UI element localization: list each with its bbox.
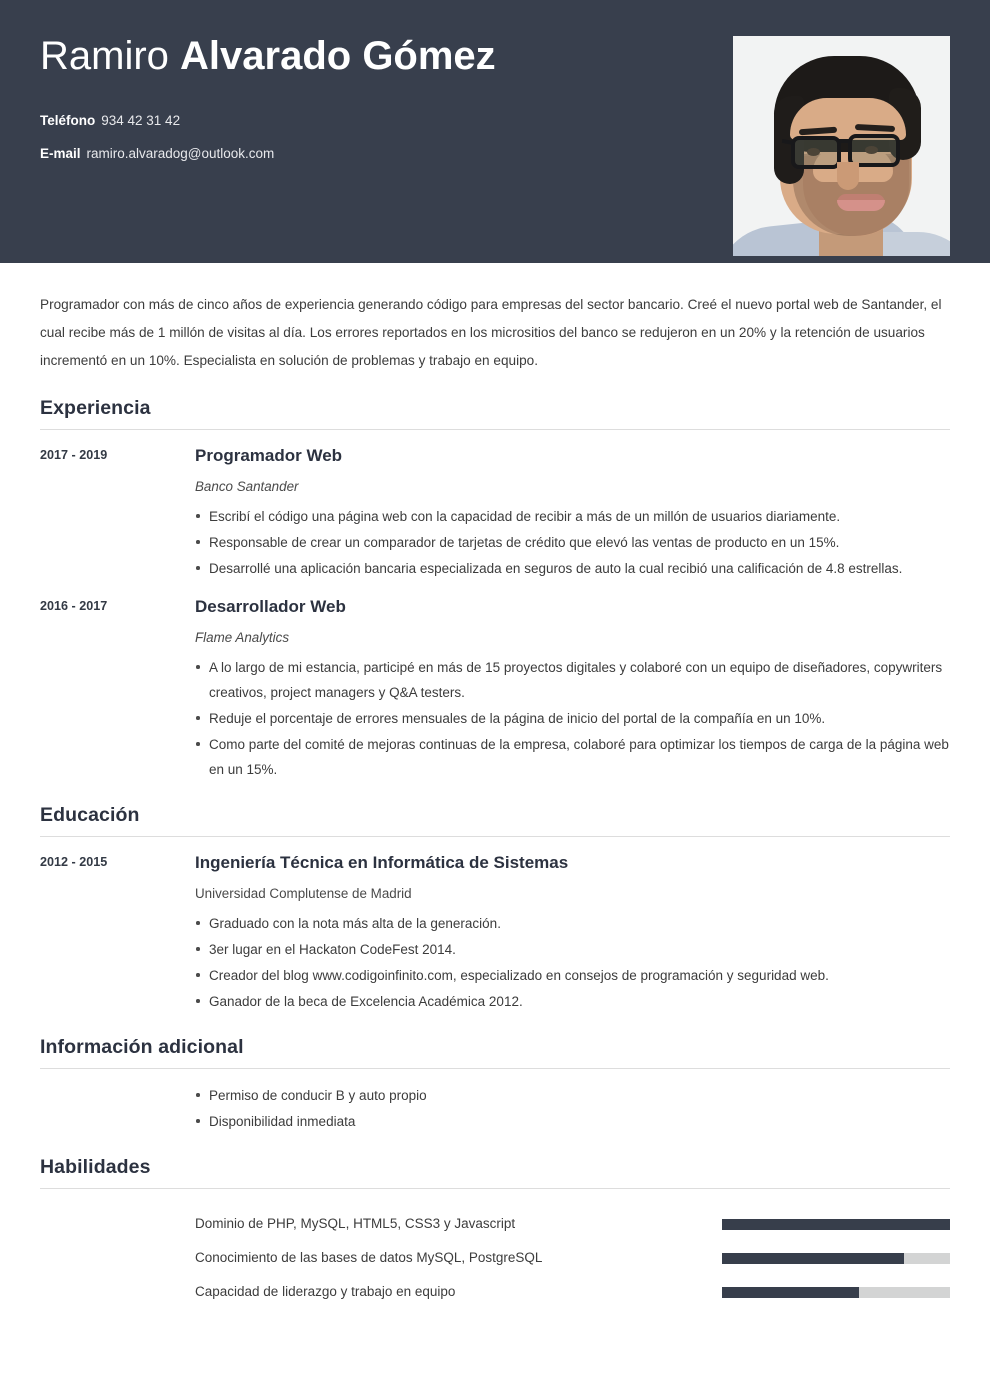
resume-body xyxy=(0,291,990,1309)
list-item: 3er lugar en el Hackaton CodeFest 2014. xyxy=(195,937,950,962)
skill-row xyxy=(40,1275,950,1309)
section-title-additional: Información adicional xyxy=(40,1036,244,1058)
skill-bar-track xyxy=(722,1287,950,1298)
experience-entry xyxy=(40,595,950,782)
professional-summary: Programador con más de cinco años de experiencia generando código para empresas del sector bancario. Creé el nuevo portal web de Santander, el cual recibe más de 1 millón de visitas al día. Los errores reportados en los micrositios del banco se redujeron en un 20% y la retención de usuarios incrementó en un 10%. Especialista en solución de problemas y trabajo en equipo. xyxy=(40,297,942,368)
section-skills xyxy=(40,1156,950,1309)
skill-label: Dominio de PHP, MySQL, HTML5, CSS3 y Javascript xyxy=(195,1216,516,1231)
list-item: Escribí el código una página web con la capacidad de recibir a más de un millón de usuarios diariamente. xyxy=(195,504,950,529)
page-title xyxy=(40,33,496,79)
section-divider xyxy=(40,1188,950,1189)
entry-date: 2017 - 2019 xyxy=(40,448,108,462)
list-item: Como parte del comité de mejoras continuas de la empresa, colaboré para optimizar los tiempos de carga de la página web en un 15%. xyxy=(195,732,950,782)
list-item: Permiso de conducir B y auto propio xyxy=(195,1083,950,1108)
section-title-education: Educación xyxy=(40,804,140,826)
entry-bullet-list xyxy=(195,504,950,581)
skill-label: Capacidad de liderazgo y trabajo en equipo xyxy=(195,1284,456,1299)
entry-bullet-list xyxy=(195,655,950,782)
last-name: Alvarado Gómez xyxy=(180,34,496,78)
skill-bar-fill xyxy=(722,1287,859,1298)
first-name: Ramiro xyxy=(40,34,169,78)
list-item: Creador del blog www.codigoinfinito.com, especializado en consejos de programación y seguridad web. xyxy=(195,963,950,988)
additional-bullet-list xyxy=(195,1083,950,1134)
skill-row xyxy=(40,1241,950,1275)
avatar xyxy=(733,36,950,256)
resume-header xyxy=(0,0,990,263)
contact-email-label: E-mail xyxy=(40,146,81,161)
entry-bullet-list xyxy=(195,911,950,1014)
entry-degree: Ingeniería Técnica en Informática de Sistemas xyxy=(195,853,569,872)
contact-phone-label: Teléfono xyxy=(40,113,96,128)
contact-email xyxy=(40,145,274,163)
entry-date: 2012 - 2015 xyxy=(40,855,108,869)
photo-glasses-left xyxy=(791,136,841,169)
list-item: Ganador de la beca de Excelencia Académica 2012. xyxy=(195,989,950,1014)
photo-lip-lower xyxy=(837,200,885,211)
contact-phone-value: 934 42 31 42 xyxy=(101,113,181,128)
section-education xyxy=(40,804,950,1014)
entry-content xyxy=(195,595,950,782)
entry-role: Programador Web xyxy=(195,446,343,465)
skill-bar-fill xyxy=(722,1219,950,1230)
entry-institution: Universidad Complutense de Madrid xyxy=(195,886,412,901)
entry-content xyxy=(195,444,950,581)
photo-nose xyxy=(837,162,859,190)
experience-entry xyxy=(40,444,950,581)
skill-label: Conocimiento de las bases de datos MySQL, PostgreSQL xyxy=(195,1250,543,1265)
skill-row xyxy=(40,1207,950,1241)
skills-list xyxy=(40,1207,950,1309)
skill-bar-fill xyxy=(722,1253,904,1264)
section-title-skills: Habilidades xyxy=(40,1156,151,1178)
contact-email-value: ramiro.alvaradog@outlook.com xyxy=(86,146,275,161)
list-item: Reduje el porcentaje de errores mensuales de la página de inicio del portal de la compañía en un 10%. xyxy=(195,706,950,731)
list-item: Disponibilidad inmediata xyxy=(195,1109,950,1134)
section-divider xyxy=(40,836,950,837)
skill-bar-track xyxy=(722,1253,950,1264)
section-additional-info xyxy=(40,1036,950,1134)
skill-bar-track xyxy=(722,1219,950,1230)
list-item: A lo largo de mi estancia, participé en más de 15 proyectos digitales y colaboré con un equipo de diseñadores, copywriters creativos, project managers y Q&A testers. xyxy=(195,655,950,705)
entry-role: Desarrollador Web xyxy=(195,597,346,616)
entry-date: 2016 - 2017 xyxy=(40,599,108,613)
list-item: Desarrollé una aplicación bancaria especializada en seguros de auto la cual recibió una calificación de 4.8 estrellas. xyxy=(195,556,950,581)
section-title-experience: Experiencia xyxy=(40,397,151,419)
entry-organization: Banco Santander xyxy=(195,479,299,494)
section-divider xyxy=(40,429,950,430)
contact-phone xyxy=(40,112,180,130)
entry-content xyxy=(195,851,950,1014)
section-experience xyxy=(40,397,950,782)
list-item: Responsable de crear un comparador de tarjetas de crédito que elevó las ventas de producto en un 15%. xyxy=(195,530,950,555)
entry-organization: Flame Analytics xyxy=(195,630,290,645)
education-entry xyxy=(40,851,950,1014)
photo-glasses-bridge xyxy=(839,139,851,143)
section-divider xyxy=(40,1068,950,1069)
list-item: Graduado con la nota más alta de la generación. xyxy=(195,911,950,936)
